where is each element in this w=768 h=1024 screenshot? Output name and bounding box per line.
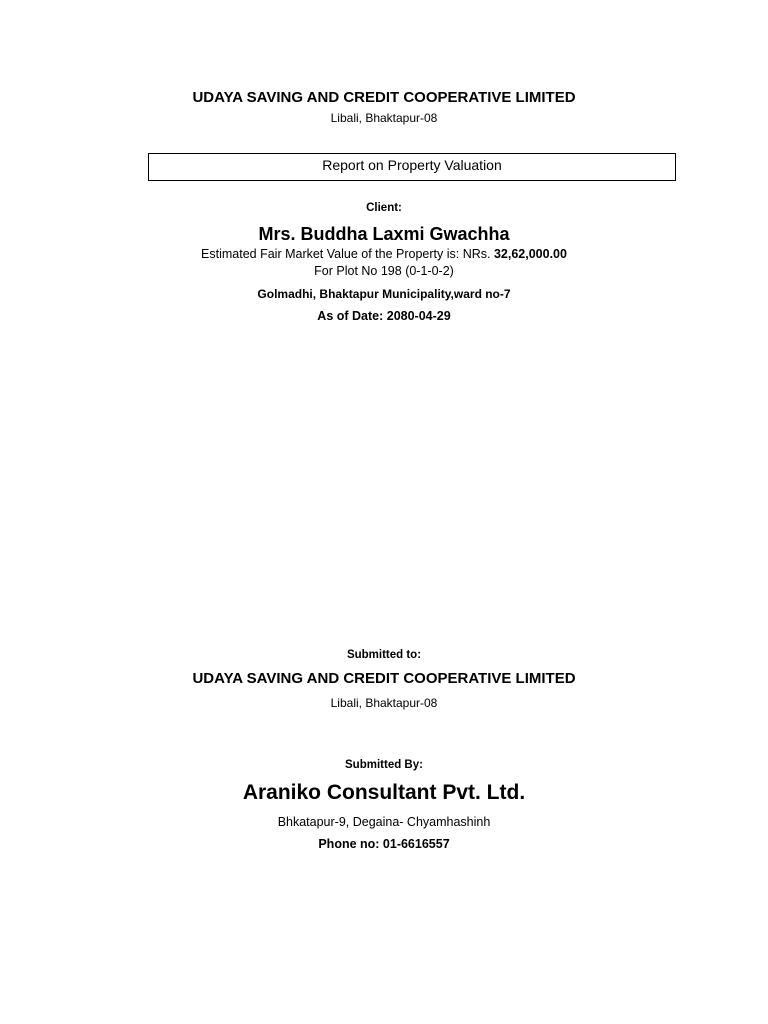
header-address: Libali, Bhaktapur-08 [330, 111, 438, 125]
consultant-company-name: Araniko Consultant Pvt. Ltd. [242, 781, 526, 804]
header-org-name: UDAYA SAVING AND CREDIT COOPERATIVE LIMITED [192, 89, 576, 106]
submitted-to-org-name: UDAYA SAVING AND CREDIT COOPERATIVE LIMITED [192, 670, 576, 687]
estimated-value-amount: 32,62,000.00 [493, 247, 567, 261]
report-title: Report on Property Valuation [322, 157, 502, 173]
submitted-by-label: Submitted By: [345, 759, 423, 771]
estimated-value-line [0, 247, 768, 261]
estimated-value-prefix: Estimated Fair Market Value of the Property is: NRs. [201, 247, 491, 261]
client-label: Client: [366, 202, 402, 214]
submitted-to-label: Submitted to: [346, 649, 422, 661]
consultant-phone: Phone no: 01-6616557 [318, 837, 450, 851]
report-title-box [148, 153, 676, 181]
plot-number: For Plot No 198 (0-1-0-2) [314, 264, 454, 278]
consultant-address: Bhkatapur-9, Degaina- Chyamhashinh [277, 815, 491, 829]
property-location: Golmadhi, Bhaktapur Municipality,ward no-7 [257, 287, 511, 301]
client-name: Mrs. Buddha Laxmi Gwachha [258, 224, 510, 244]
as-of-date: As of Date: 2080-04-29 [317, 309, 451, 323]
submitted-to-address: Libali, Bhaktapur-08 [330, 696, 438, 710]
